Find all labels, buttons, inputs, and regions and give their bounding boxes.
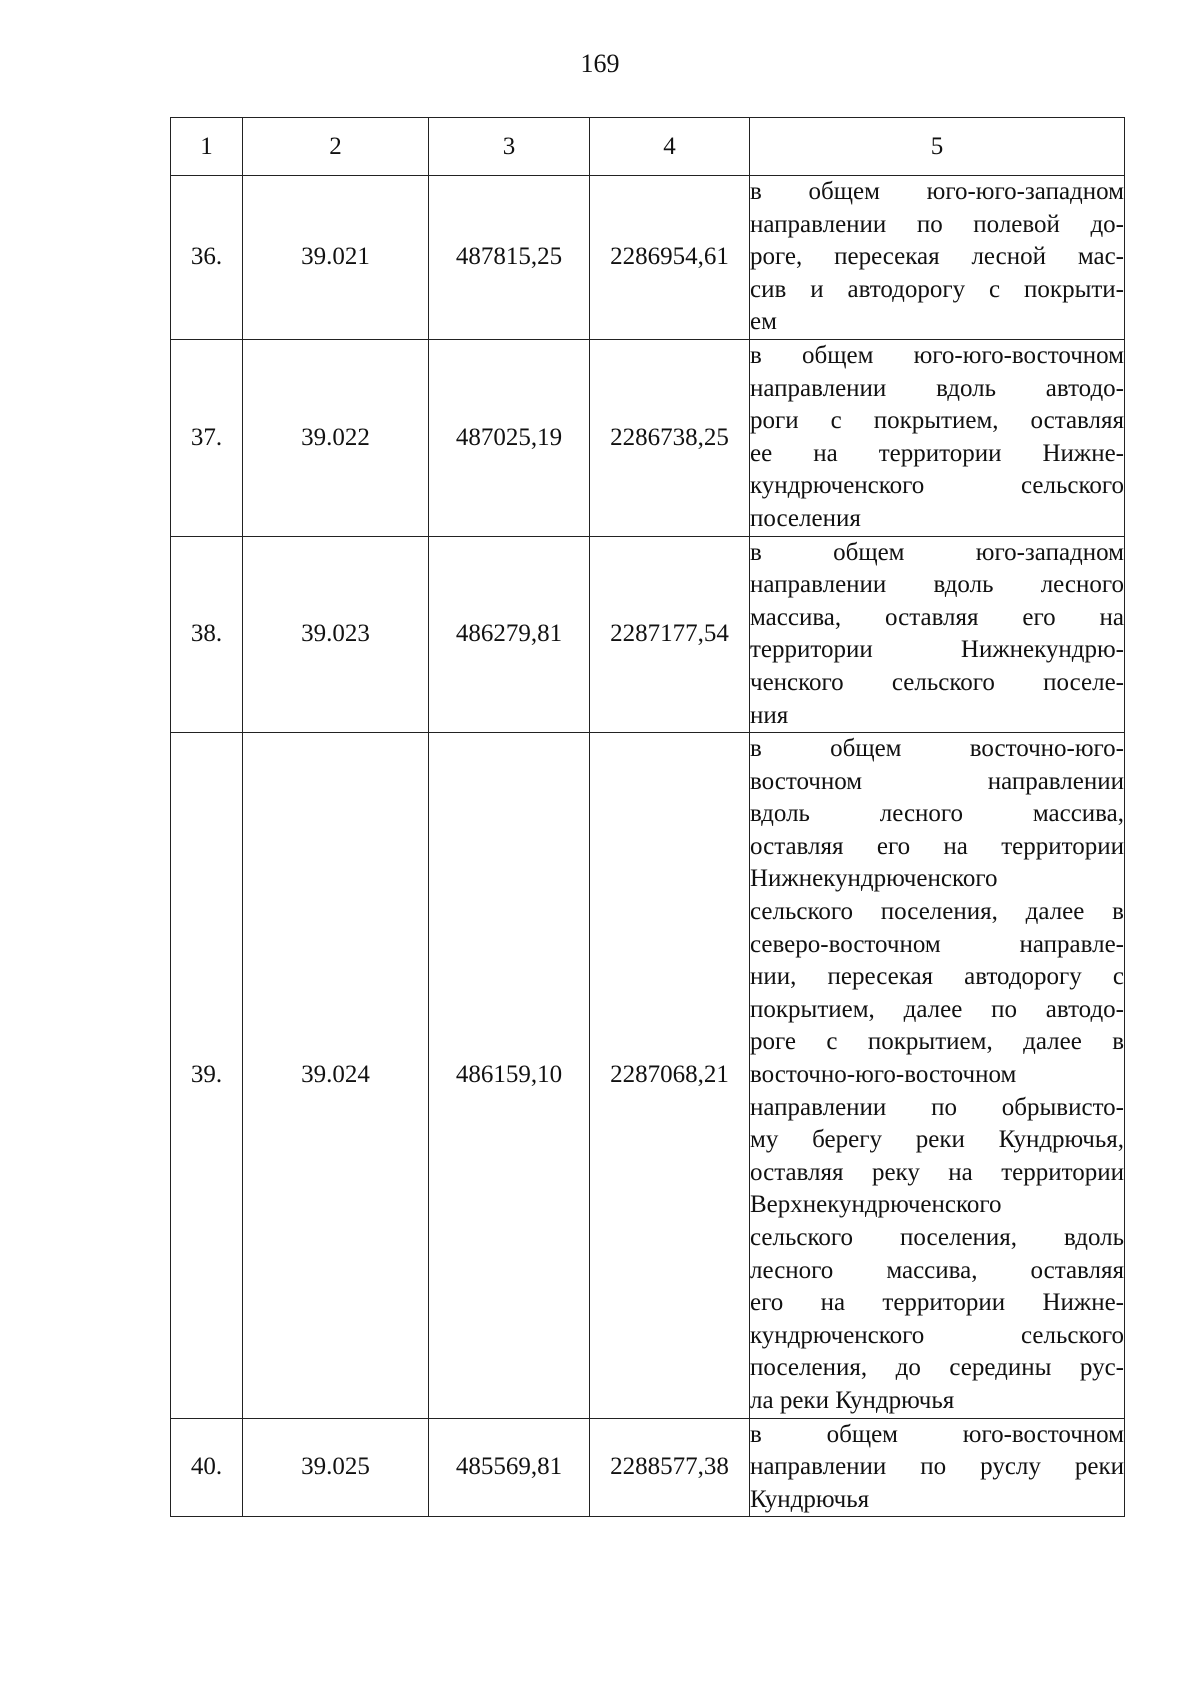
description-line: направлении вдоль автодо- — [750, 374, 1124, 402]
table-row — [171, 339, 1125, 536]
description-line: поселения, до середины рус- — [750, 1354, 1124, 1382]
description-line: направлении по полевой до- — [750, 210, 1124, 238]
coordinate-x-cell: 487815,25 — [429, 176, 590, 340]
description-line: кундрюченского сельского — [750, 1321, 1124, 1349]
row-number-cell: 40. — [171, 1418, 243, 1517]
description-line: Верхнекундрюченского — [750, 1191, 1002, 1219]
description-line: массива, оставляя его на — [750, 603, 1124, 631]
coordinate-y-cell: 2287177,54 — [590, 536, 750, 733]
point-code-cell: 39.025 — [243, 1418, 429, 1517]
description-line: роги с покрытием, оставляя — [750, 407, 1124, 435]
description-cell — [750, 339, 1125, 536]
coordinate-y-cell: 2286738,25 — [590, 339, 750, 536]
description-line: вдоль лесного массива, — [750, 800, 1124, 828]
description-line: поселения — [750, 504, 861, 532]
column-header: 5 — [750, 118, 1125, 176]
table-body — [171, 176, 1125, 1517]
description-line: ния — [750, 701, 789, 729]
description-line: ее на территории Нижне- — [750, 439, 1124, 467]
description-line: сельского поселения, далее в — [750, 898, 1124, 926]
table-row — [171, 176, 1125, 340]
description-line: нии, пересекая автодорогу с — [750, 963, 1124, 991]
column-header: 3 — [429, 118, 590, 176]
description-line: территории Нижнекундрю- — [750, 636, 1124, 664]
description-line: северо-восточном направле- — [750, 930, 1124, 958]
coordinate-x-cell: 487025,19 — [429, 339, 590, 536]
description-line: оставляя его на территории — [750, 832, 1124, 860]
description-line: кундрюченского сельского — [750, 472, 1124, 500]
table-header-row — [171, 118, 1125, 176]
description-line: в общем юго-юго-западном — [750, 178, 1124, 205]
description-cell — [750, 176, 1125, 340]
row-number-cell: 36. — [171, 176, 243, 340]
description-line: оставляя реку на территории — [750, 1158, 1124, 1186]
table-row — [171, 1418, 1125, 1517]
description-line: роге, пересекая лесной мас- — [750, 243, 1124, 271]
description-line: восточном направлении — [750, 767, 1124, 795]
description-line: покрытием, далее по автодо- — [750, 995, 1124, 1023]
description-line: направлении по руслу реки — [750, 1453, 1124, 1481]
column-header: 1 — [171, 118, 243, 176]
column-header: 4 — [590, 118, 750, 176]
description-line: сельского поселения, вдоль — [750, 1224, 1124, 1251]
description-line: в общем юго-восточном — [750, 1420, 1124, 1448]
point-code-cell: 39.024 — [243, 733, 429, 1418]
coordinate-x-cell: 486279,81 — [429, 536, 590, 733]
description-line: лесного массива, оставляя — [750, 1256, 1124, 1284]
row-number-cell: 37. — [171, 339, 243, 536]
point-code-cell: 39.023 — [243, 536, 429, 733]
description-line: направлении вдоль лесного — [750, 571, 1124, 599]
description-line: восточно-юго-восточном — [750, 1061, 1017, 1089]
row-number-cell: 39. — [171, 733, 243, 1418]
description-line: ченского сельского поселе- — [750, 668, 1124, 696]
point-code-cell: 39.021 — [243, 176, 429, 340]
description-line: направлении по обрывисто- — [750, 1093, 1124, 1121]
description-cell — [750, 536, 1125, 733]
coordinate-y-cell: 2286954,61 — [590, 176, 750, 340]
description-line: Кундрючья — [750, 1485, 870, 1513]
description-line: ла реки Кундрючья — [750, 1386, 955, 1414]
description-line: в общем юго-западном — [750, 538, 1124, 566]
description-line: Нижнекундрюченского — [750, 865, 998, 893]
description-cell — [750, 733, 1125, 1418]
point-code-cell: 39.022 — [243, 339, 429, 536]
description-line: сив и автодорогу с покрыти- — [750, 275, 1124, 303]
description-cell — [750, 1418, 1125, 1517]
column-header: 2 — [243, 118, 429, 176]
table-row — [171, 536, 1125, 733]
boundary-table — [170, 117, 1125, 1517]
description-line: в общем юго-юго-восточном — [750, 341, 1124, 369]
row-number-cell: 38. — [171, 536, 243, 733]
description-line: его на территории Нижне- — [750, 1289, 1124, 1317]
coordinate-y-cell: 2287068,21 — [590, 733, 750, 1418]
table-row — [171, 733, 1125, 1418]
coordinate-y-cell: 2288577,38 — [590, 1418, 750, 1517]
description-line: в общем восточно-юго- — [750, 735, 1124, 763]
page-number: 169 — [580, 49, 620, 78]
description-line: му берегу реки Кундрючья, — [750, 1126, 1124, 1154]
description-line: ем — [750, 308, 777, 336]
coordinate-x-cell: 486159,10 — [429, 733, 590, 1418]
description-line: роге с покрытием, далее в — [750, 1028, 1124, 1056]
coordinate-x-cell: 485569,81 — [429, 1418, 590, 1517]
